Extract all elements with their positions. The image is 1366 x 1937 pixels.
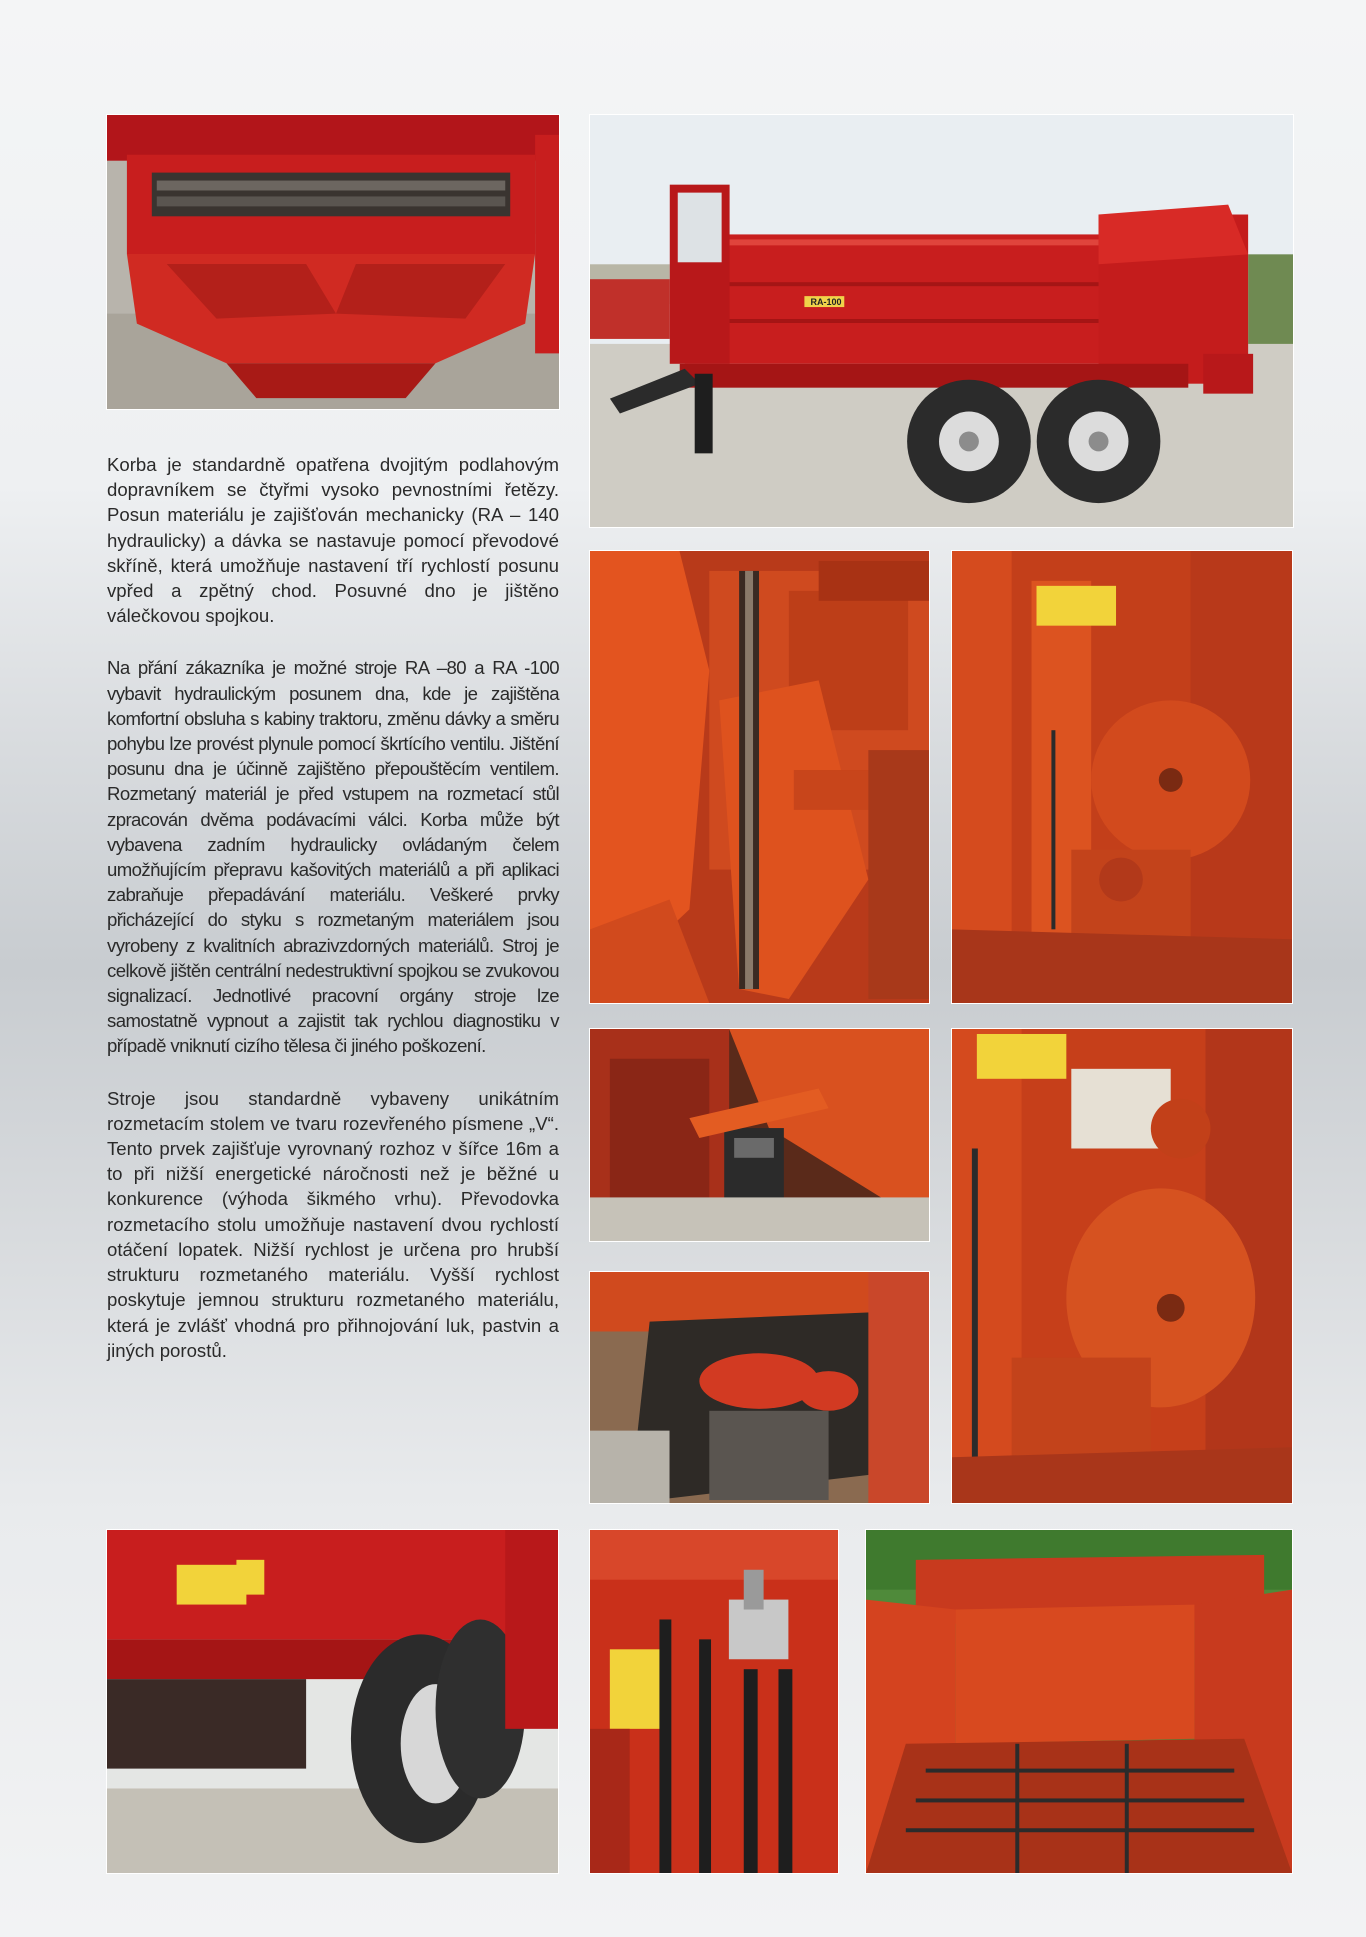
paragraph-spreading-table: Stroje jsou standardně vybaveny unikátním rozmetacím stolem ve tvaru rozevřeného písmene „V“. Tento prvek zajišťuje vyrovnaný rozhoz v šířce 16m a to při nižší energetické náročnosti než je běžné u konkurence (výhoda šikmého vrhu). Převodovka rozmetacího stolu umožňuje nastavení dvou rychlostí otáčení lopatek. Nižší rychlost je určena pro hrubší strukturu rozmetaného materiálu. Vyšší rychlost poskytuje jemnou strukturu rozmetaného materiálu, která je zvlášť vhodná pro přihnojování luk, pastvin a jiných porostů. [107, 1087, 559, 1361]
photo-spreader-side-view [589, 114, 1294, 528]
photo-gearbox-lever [951, 550, 1293, 1004]
paragraph-floor-conveyor: Korba je standardně opatřena dvojitým podlahovým dopravníkem se čtyřmi vysoko pevnostními řetězy. Posun materiálu je zajišťován mechanicky (RA – 140 hydraulicky) a dávka se nastavuje pomocí převodové skříně, která umožňuje nastavení tří rychlostí posunu vpřed a zpětný chod. Posuvné dno je jištěno válečkovou spojkou. [107, 454, 559, 627]
model-plate: RA-100 [810, 297, 842, 307]
body-text [107, 452, 559, 1390]
photo-flotation-tyres [106, 1529, 559, 1874]
photo-hydraulic-valve [589, 1529, 839, 1874]
photo-rear-spreader-table [106, 114, 560, 410]
photo-underside-gearbox [589, 1028, 930, 1242]
photo-chain-drive [589, 550, 930, 1004]
photo-floor-conveyor [865, 1529, 1293, 1874]
photo-rotor-gearbox [589, 1271, 930, 1504]
paragraph-hydraulic-option: Na přání zákazníka je možné stroje RA –80 a RA -100 vybavit hydraulickým posunem dna, kde je zajištěna komfortní obsluha s kabiny traktoru, změnu dávky a směru pohybu lze provést plynule pomocí škrtícího ventilu. Jištění posunu dna je účinně zajištěno přepouštěcím ventilem. Rozmetaný materiál je před vstupem na rozmetací stůl zpracován dvěma podávacími válci. Korba může být vybavena zadním hydraulicky ovládaným čelem umožňujícím přepravu kašovitých materiálů a při aplikaci zabraňuje přepadávání materiálu. Veškeré prvky přicházející do styku s rozmetaným materiálem jsou vyrobeny z kvalitních abrazivzdorných materiálů. Stroj je celkově jištěn centrální nedestruktivní spojkou se zvukovou signalizací. Jednotlivé pracovní orgány stroje lze samostatně vypnout a zajistit tak rychlou diagnostiku v případě vniknutí cizího tělesa či jiného poškození. [107, 657, 559, 1057]
photo-hydraulic-gear-cover [951, 1028, 1293, 1504]
